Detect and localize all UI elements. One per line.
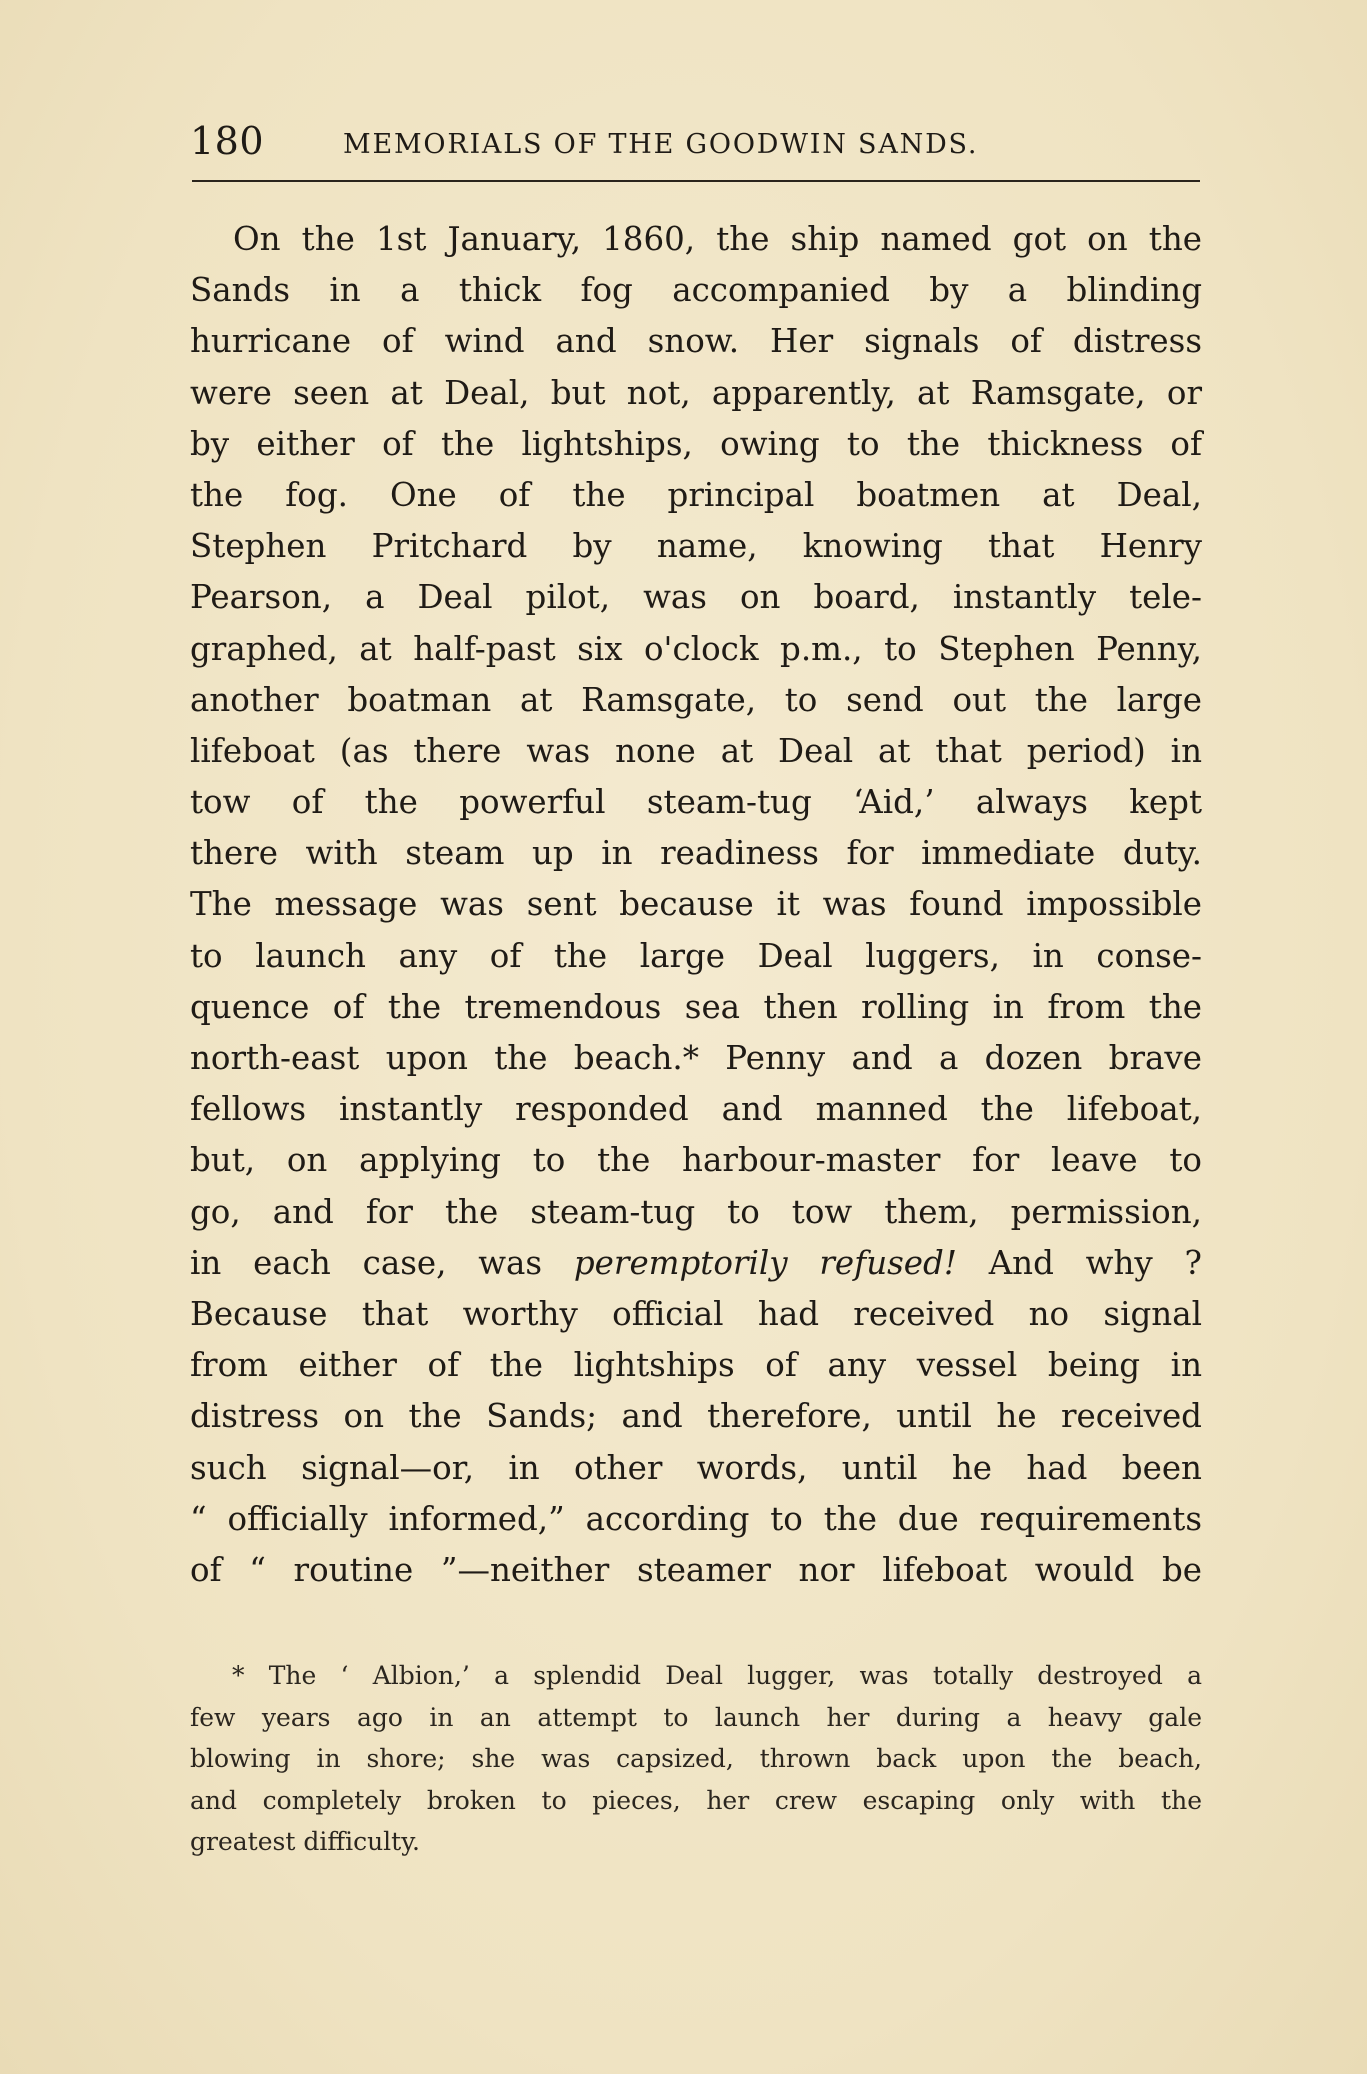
- page-header: [190, 116, 1200, 166]
- footnote: [190, 1655, 1202, 1863]
- text-line: go, and for the steam-tug to tow them, permission,: [190, 1192, 1202, 1231]
- text-line: hurricane of wind and snow. Her signals of distress: [190, 322, 1202, 361]
- text-line: such signal—or, in other words, until he had been: [190, 1448, 1202, 1487]
- text-line: graphed, at half-past six o'clock p.m., to Stephen Penny,: [190, 629, 1202, 668]
- text-line: but, on applying to the harbour-master for leave to: [190, 1141, 1202, 1180]
- text-line: the fog. One of the principal boatmen at Deal,: [190, 475, 1202, 514]
- footnote-line: greatest difficulty.: [190, 1827, 420, 1856]
- page-number: 180: [190, 119, 265, 163]
- running-head: MEMORIALS OF THE GOODWIN SANDS.: [343, 129, 979, 160]
- text-line: north-east upon the beach.* Penny and a dozen brave: [190, 1039, 1202, 1077]
- text-line: tow of the powerful steam-tug ‘Aid,’ always kept: [190, 783, 1202, 822]
- footnote-line: blowing in shore; she was capsized, thrown back upon the beach,: [190, 1744, 1202, 1773]
- text-line: from either of the lightships of any vessel being in: [190, 1346, 1202, 1385]
- text-line: were seen at Deal, but not, apparently, at Ramsgate, or: [190, 373, 1202, 412]
- footnote-line: * The ‘ Albion,’ a splendid Deal lugger, was totally destroyed a: [232, 1661, 1202, 1690]
- text-line: quence of the tremendous sea then rolling in from the: [190, 987, 1202, 1026]
- text-line-mixed: [190, 1238, 1202, 1289]
- text-line: Because that worthy official had received no signal: [190, 1294, 1202, 1333]
- text-line: Pearson, a Deal pilot, was on board, instantly tele-: [190, 578, 1202, 617]
- text-line: lifeboat (as there was none at Deal at that period) in: [190, 731, 1202, 770]
- text-line: Stephen Pritchard by name, knowing that Henry: [190, 527, 1202, 566]
- text-line: of “ routine ”—neither steamer nor lifeboat would be: [190, 1550, 1202, 1589]
- text-line: by either of the lightships, owing to the thickness of: [190, 424, 1202, 463]
- italic-emphasis: peremptorily refused!: [573, 1243, 957, 1282]
- header-rule: [192, 180, 1200, 182]
- body-paragraph: [190, 214, 1202, 1596]
- text-segment: And why ?: [988, 1243, 1202, 1282]
- text-line: The message was sent because it was found impossible: [190, 885, 1202, 924]
- text-line: fellows instantly responded and manned the lifeboat,: [190, 1090, 1202, 1129]
- text-line: another boatman at Ramsgate, to send out the large: [190, 680, 1202, 719]
- footnote-line: few years ago in an attempt to launch her during a heavy gale: [190, 1702, 1202, 1732]
- text-line: there with steam up in readiness for immediate duty.: [190, 834, 1202, 873]
- text-line: “ officially informed,” according to the due requirements: [190, 1499, 1202, 1538]
- text-segment: in each case, was: [190, 1243, 543, 1282]
- text-line: Sands in a thick fog accompanied by a blinding: [190, 271, 1202, 310]
- text-line: On the 1st January, 1860, the ship named got on the: [233, 220, 1202, 258]
- text-line: to launch any of the large Deal luggers, in conse-: [190, 936, 1202, 975]
- text-line: distress on the Sands; and therefore, until he received: [190, 1397, 1202, 1436]
- footnote-line: and completely broken to pieces, her crew escaping only with the: [190, 1785, 1202, 1815]
